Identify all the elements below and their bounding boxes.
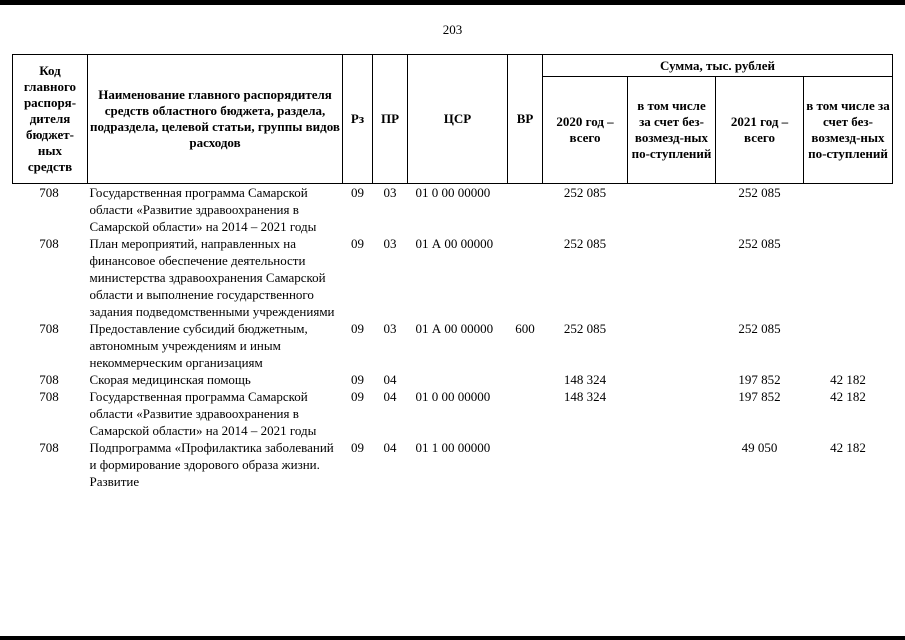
header-2020-total: 2020 год – всего [543, 77, 628, 184]
header-2021-free: в том числе за счет без-возмезд-ных по-ступлений [804, 77, 893, 184]
cell-2020-total [543, 439, 628, 490]
table-row [13, 388, 893, 439]
cell-csr [408, 371, 508, 388]
cell-csr: 01 А 00 00000 [415, 236, 494, 251]
cell-2020-total: 252 085 [563, 185, 607, 200]
top-rule [0, 0, 905, 5]
cell-code: 708 [39, 440, 59, 455]
cell-code: 708 [39, 389, 59, 404]
cell-2020-total: 148 324 [563, 389, 607, 404]
cell-rz: 09 [351, 185, 364, 200]
table-row [13, 371, 893, 388]
cell-csr: 01 0 00 00000 [415, 389, 491, 404]
cell-csr: 01 1 00 00000 [415, 440, 491, 455]
cell-2021-total: 197 852 [738, 389, 781, 404]
cell-2021-free [804, 235, 893, 320]
cell-2020-free [628, 235, 716, 320]
cell-pr: 03 [383, 185, 397, 200]
cell-name: Скорая медицинская помощь [89, 372, 251, 387]
cell-rz: 09 [351, 236, 364, 251]
cell-2020-free [628, 388, 716, 439]
cell-2020-free [628, 184, 716, 236]
cell-2020-total: 252 085 [563, 321, 607, 336]
cell-name: Государственная программа Самарской области «Развитие здравоохранения в Самарской области» на 2014 – 2021 годы [89, 185, 317, 234]
page-number: 203 [442, 22, 463, 37]
table-body [13, 184, 893, 491]
budget-table [12, 54, 893, 490]
cell-vr [508, 184, 543, 236]
cell-rz: 09 [351, 440, 364, 455]
cell-pr: 04 [383, 372, 397, 387]
cell-code: 708 [39, 185, 59, 200]
cell-rz: 09 [351, 321, 364, 336]
cell-2021-free [804, 184, 893, 236]
header-sum: Сумма, тыс. рублей [543, 55, 893, 77]
cell-name: План мероприятий, направленных на финансовое обеспечение деятельности министерства здравоохранения Самарской области и выполнение государственного задания подведомственными учреждениями [89, 236, 335, 319]
cell-csr: 01 0 00 00000 [415, 185, 491, 200]
header-code: Код главного распоря-дителя бюджет-ных средств [13, 55, 88, 184]
table-row [13, 320, 893, 371]
cell-pr: 04 [383, 440, 397, 455]
cell-2020-free [628, 371, 716, 388]
cell-name: Подпрограмма «Профилактика заболеваний и формирование здорового образа жизни. Развитие [89, 440, 334, 489]
cell-name: Государственная программа Самарской области «Развитие здравоохранения в Самарской области» на 2014 – 2021 годы [89, 389, 317, 438]
cell-code: 708 [39, 372, 59, 387]
cell-2021-free: 42 182 [830, 389, 866, 404]
bottom-rule [0, 636, 905, 640]
cell-2021-free: 42 182 [830, 372, 866, 387]
cell-rz: 09 [351, 389, 364, 404]
cell-2021-total: 49 050 [741, 440, 778, 455]
header-name: Наименование главного распорядителя средств областного бюджета, раздела, подраздела, целевой статьи, группы видов расходов [88, 55, 343, 184]
header-rz: Рз [343, 55, 373, 184]
cell-code: 708 [39, 236, 59, 251]
cell-2021-total: 197 852 [738, 372, 781, 387]
cell-2020-free [628, 320, 716, 371]
cell-rz: 09 [351, 372, 364, 387]
cell-vr [508, 235, 543, 320]
cell-pr: 03 [383, 236, 397, 251]
cell-pr: 03 [383, 321, 397, 336]
cell-2021-free: 42 182 [830, 440, 866, 455]
cell-2020-free [628, 439, 716, 490]
cell-2020-total: 148 324 [563, 372, 607, 387]
cell-vr [508, 371, 543, 388]
cell-2021-total: 252 085 [738, 321, 781, 336]
header-2021-total: 2021 год – всего [716, 77, 804, 184]
cell-2021-free [804, 320, 893, 371]
cell-2020-total: 252 085 [563, 236, 607, 251]
cell-pr: 04 [383, 389, 397, 404]
cell-2021-total: 252 085 [738, 185, 781, 200]
header-2020-free: в том числе за счет без-возмезд-ных по-ступлений [628, 77, 716, 184]
cell-csr: 01 А 00 00000 [415, 321, 494, 336]
table-header [13, 55, 893, 184]
cell-2021-total: 252 085 [738, 236, 781, 251]
table-row [13, 184, 893, 236]
cell-name: Предоставление субсидий бюджетным, автономным учреждениям и иным некоммерческим организациям [89, 321, 308, 370]
header-vr: ВР [508, 55, 543, 184]
header-csr: ЦСР [408, 55, 508, 184]
cell-vr [508, 388, 543, 439]
cell-vr [508, 439, 543, 490]
header-pr: ПР [373, 55, 408, 184]
table-row [13, 235, 893, 320]
cell-code: 708 [39, 321, 59, 336]
table-row [13, 439, 893, 490]
cell-vr: 600 [515, 321, 535, 336]
